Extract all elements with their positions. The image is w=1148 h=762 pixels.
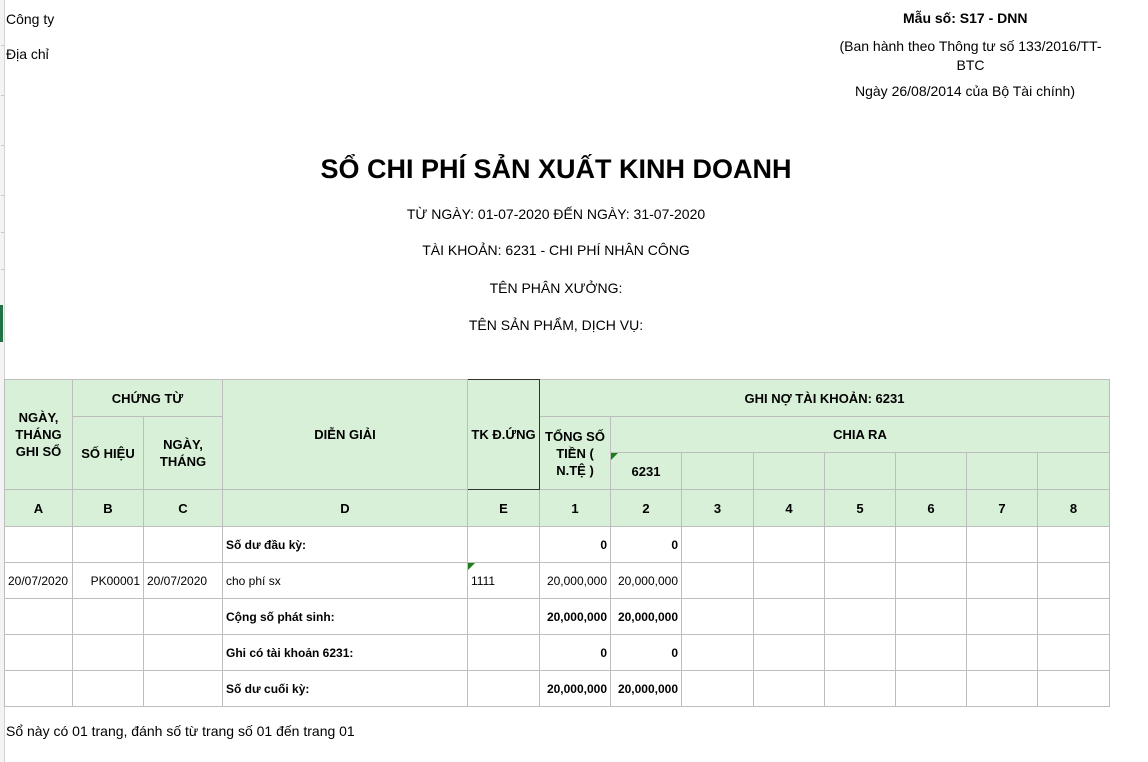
col-letter[interactable]: C <box>144 490 223 527</box>
cell-description[interactable]: cho phí sx <box>223 563 468 599</box>
cell-empty[interactable] <box>896 563 967 599</box>
cell-contra-account[interactable] <box>468 599 540 635</box>
col-letter[interactable]: 8 <box>1038 490 1110 527</box>
cell-empty[interactable] <box>896 527 967 563</box>
col-header-sub-empty[interactable] <box>1038 453 1110 490</box>
cell-date[interactable] <box>5 527 73 563</box>
table-row <box>5 599 1110 635</box>
cell-empty[interactable] <box>896 671 967 707</box>
cell-empty[interactable] <box>1038 671 1110 707</box>
col-letter[interactable]: E <box>468 490 540 527</box>
issued-date: Ngày 26/08/2014 của Bộ Tài chính) <box>855 83 1076 99</box>
cell-empty[interactable] <box>825 635 896 671</box>
cell-voucher-date[interactable] <box>144 671 223 707</box>
row-marker <box>1 195 4 196</box>
col-header-date[interactable]: NGÀY, THÁNG GHI SỔ <box>5 380 73 490</box>
col-header-sub-empty[interactable] <box>754 453 825 490</box>
cell-total[interactable]: 0 <box>540 527 611 563</box>
cell-contra-account[interactable] <box>468 527 540 563</box>
cell-date[interactable] <box>5 599 73 635</box>
workshop-line: TÊN PHÂN XƯỞNG: <box>489 280 623 296</box>
col-header-voucher-date[interactable]: NGÀY, THÁNG <box>144 417 223 490</box>
col-letter[interactable]: A <box>5 490 73 527</box>
cell-sub-6231[interactable]: 20,000,000 <box>611 599 682 635</box>
cell-empty[interactable] <box>967 671 1038 707</box>
cell-empty[interactable] <box>682 671 754 707</box>
col-letter[interactable]: 5 <box>825 490 896 527</box>
col-header-description[interactable]: DIỄN GIẢI <box>223 380 468 490</box>
cell-empty[interactable] <box>825 599 896 635</box>
cell-date[interactable] <box>5 635 73 671</box>
cell-empty[interactable] <box>967 599 1038 635</box>
cell-empty[interactable] <box>896 635 967 671</box>
col-header-sub-empty[interactable] <box>825 453 896 490</box>
col-letter[interactable]: 3 <box>682 490 754 527</box>
table-row <box>5 635 1110 671</box>
cell-voucher-number[interactable]: PK00001 <box>73 563 144 599</box>
address-label: Địa chỉ <box>6 46 49 62</box>
col-header-sub-empty[interactable] <box>896 453 967 490</box>
col-header-total[interactable]: TỔNG SỐ TIỀN ( N.TỆ ) <box>540 417 611 490</box>
table-row <box>5 527 1110 563</box>
issued-by: (Ban hành theo Thông tư số 133/2016/TT-BTC <box>839 38 1102 73</box>
cell-sub-6231[interactable]: 20,000,000 <box>611 671 682 707</box>
col-letter[interactable]: 4 <box>754 490 825 527</box>
cell-date[interactable]: 20/07/2020 <box>5 563 73 599</box>
page-count-note: Sổ này có 01 trang, đánh số từ trang số 01 đến trang 01 <box>6 723 355 739</box>
cell-description[interactable]: Số dư đầu kỳ: <box>223 527 468 563</box>
cell-voucher-number[interactable] <box>73 671 144 707</box>
cell-empty[interactable] <box>682 599 754 635</box>
cell-total[interactable]: 0 <box>540 635 611 671</box>
cell-voucher-date[interactable] <box>144 599 223 635</box>
product-line: TÊN SẢN PHẨM, DỊCH VỤ: <box>468 317 644 333</box>
cell-empty[interactable] <box>754 527 825 563</box>
cell-empty[interactable] <box>754 563 825 599</box>
cell-date[interactable] <box>5 671 73 707</box>
account-line: TÀI KHOẢN: 6231 - CHI PHÍ NHÂN CÔNG <box>422 242 690 258</box>
cell-total[interactable]: 20,000,000 <box>540 599 611 635</box>
cell-empty[interactable] <box>754 671 825 707</box>
row-marker <box>1 145 4 146</box>
cell-description[interactable]: Số dư cuối kỳ: <box>223 671 468 707</box>
cell-contra-account[interactable] <box>468 671 540 707</box>
cell-voucher-number[interactable] <box>73 599 144 635</box>
cell-sub-6231[interactable]: 0 <box>611 527 682 563</box>
row-marker <box>1 45 4 46</box>
cell-empty[interactable] <box>967 635 1038 671</box>
cell-contra-account[interactable]: 1111 <box>468 563 540 599</box>
cell-voucher-date[interactable] <box>144 635 223 671</box>
cell-empty[interactable] <box>825 671 896 707</box>
cell-total[interactable]: 20,000,000 <box>540 671 611 707</box>
cell-empty[interactable] <box>896 599 967 635</box>
col-letter[interactable]: 7 <box>967 490 1038 527</box>
cell-empty[interactable] <box>754 599 825 635</box>
cell-empty[interactable] <box>1038 563 1110 599</box>
col-header-voucher[interactable]: CHỨNG TỪ <box>73 380 223 417</box>
cell-voucher-number[interactable] <box>73 527 144 563</box>
cell-empty[interactable] <box>967 563 1038 599</box>
col-header-sub-6231[interactable]: 6231 <box>611 453 682 490</box>
form-number: Mẫu số: S17 - DNN <box>903 10 1028 26</box>
cell-voucher-date[interactable] <box>144 527 223 563</box>
cell-voucher-date[interactable]: 20/07/2020 <box>144 563 223 599</box>
cell-description[interactable]: Cộng số phát sinh: <box>223 599 468 635</box>
cell-empty[interactable] <box>1038 635 1110 671</box>
col-letter[interactable]: 6 <box>896 490 967 527</box>
col-letter[interactable]: B <box>73 490 144 527</box>
cell-sub-6231[interactable]: 0 <box>611 635 682 671</box>
cell-empty[interactable] <box>1038 527 1110 563</box>
cell-empty[interactable] <box>682 635 754 671</box>
cell-empty[interactable] <box>754 635 825 671</box>
col-header-breakdown[interactable]: CHIA RA <box>611 417 1110 453</box>
col-letter[interactable]: 1 <box>540 490 611 527</box>
cell-empty[interactable] <box>967 527 1038 563</box>
col-header-sub-empty[interactable] <box>967 453 1038 490</box>
col-header-sub-empty[interactable] <box>682 453 754 490</box>
cell-empty[interactable] <box>825 563 896 599</box>
col-header-contra-account[interactable]: TK Đ.ỨNG <box>468 380 540 490</box>
cell-voucher-number[interactable] <box>73 635 144 671</box>
row-marker <box>1 95 4 96</box>
cell-sub-6231[interactable]: 20,000,000 <box>611 563 682 599</box>
ledger-table <box>4 379 1110 707</box>
cell-contra-account[interactable] <box>468 635 540 671</box>
company-label: Công ty <box>6 11 55 27</box>
col-letter[interactable]: D <box>223 490 468 527</box>
col-header-debit-account[interactable]: GHI NỢ TÀI KHOẢN: 6231 <box>540 380 1110 417</box>
row-marker <box>1 232 4 233</box>
cell-empty[interactable] <box>1038 599 1110 635</box>
table-row <box>5 671 1110 707</box>
cell-empty[interactable] <box>682 527 754 563</box>
cell-total[interactable]: 20,000,000 <box>540 563 611 599</box>
row-marker <box>1 269 4 270</box>
col-letter[interactable]: 2 <box>611 490 682 527</box>
period-line: TỪ NGÀY: 01-07-2020 ĐẾN NGÀY: 31-07-2020 <box>406 206 706 222</box>
cell-empty[interactable] <box>825 527 896 563</box>
cell-description[interactable]: Ghi có tài khoản 6231: <box>223 635 468 671</box>
col-header-voucher-number[interactable]: SỐ HIỆU <box>73 417 144 490</box>
table-row <box>5 563 1110 599</box>
ledger-title: SỔ CHI PHÍ SẢN XUẤT KINH DOANH <box>320 154 792 184</box>
cell-empty[interactable] <box>682 563 754 599</box>
